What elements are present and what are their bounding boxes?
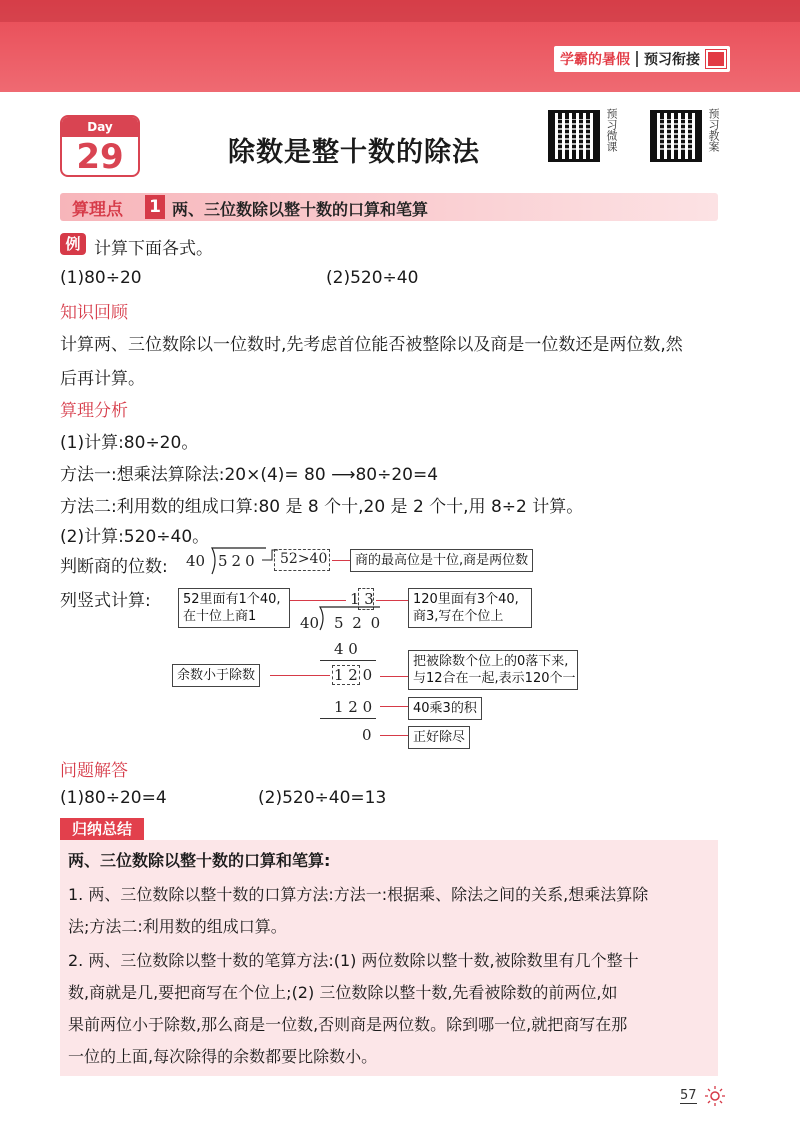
sun-icon bbox=[702, 1084, 728, 1106]
day-label: Day bbox=[62, 117, 138, 137]
quotient: 1 3 bbox=[350, 590, 374, 608]
example-q2: (2)520÷40 bbox=[326, 268, 419, 288]
summary-line-2: 法;方法二:利用数的组成口算。 bbox=[68, 917, 287, 936]
day-badge bbox=[60, 115, 140, 177]
summary-line-5: 果前两位小于除数,那么商是一位数,否则商是两位数。除到哪一位,就把商写在那 bbox=[68, 1015, 628, 1034]
day-number: 29 bbox=[76, 137, 124, 177]
note-bring-down bbox=[408, 650, 578, 690]
final-remainder: 0 bbox=[362, 726, 372, 744]
divisor: 40 bbox=[300, 614, 320, 632]
quotient-ones-arrow bbox=[376, 600, 408, 601]
note-quotient-tens-line-2: 在十位上商1 bbox=[183, 609, 257, 624]
product-arrow bbox=[380, 706, 408, 707]
review-heading: 知识回顾 bbox=[60, 303, 128, 323]
analysis-line-3: 方法二:利用数的组成口算:80 是 8 个十,20 是 2 个十,用 8÷2 计算。 bbox=[60, 497, 584, 517]
judge-label: 判断商的位数: bbox=[60, 557, 168, 577]
section-number: 1 bbox=[145, 195, 165, 219]
answer-1: (1)80÷20=4 bbox=[60, 788, 167, 808]
summary-tag: 归纳总结 bbox=[60, 818, 144, 840]
qr-code-lesson-plan[interactable] bbox=[650, 110, 702, 162]
summary-line-4: 数,商就是几,要把商写在个位上;(2) 三位数除以整十数,先看被除数的前两位,如 bbox=[68, 983, 618, 1002]
judge-arrow bbox=[332, 560, 350, 561]
quotient-tens-arrow bbox=[290, 600, 346, 601]
analysis-line-2: 方法一:想乘法算除法:20×(4)= 80 ⟶80÷20=4 bbox=[60, 465, 439, 485]
summary-line-6: 一位的上面,每次除得的余数都要比除数小。 bbox=[68, 1047, 378, 1066]
page-title: 除数是整十数的除法 bbox=[228, 137, 480, 168]
section-tag: 算理点 bbox=[72, 200, 123, 220]
exact-arrow bbox=[380, 735, 408, 736]
step-line-1 bbox=[320, 660, 376, 661]
note-quotient-tens-line-1: 52里面有1个40, bbox=[183, 592, 281, 607]
summary-line-3: 2. 两、三位数除以整十数的笔算方法:(1) 两位数除以整十数,被除数里有几个整十 bbox=[68, 951, 639, 970]
example-prompt: 计算下面各式。 bbox=[94, 239, 213, 259]
step-subtract-1: 4 0 bbox=[334, 640, 358, 658]
judge-compare: 52>40 bbox=[280, 551, 328, 567]
note-quotient-ones-line-2: 商3,写在个位上 bbox=[413, 609, 504, 624]
example-q1: (1)80÷20 bbox=[60, 268, 142, 288]
note-product: 40乘3的积 bbox=[408, 697, 482, 720]
section-header bbox=[60, 193, 718, 221]
judge-dividend: 520 bbox=[218, 552, 259, 570]
note-quotient-ones-line-1: 120里面有3个40, bbox=[413, 592, 519, 607]
page-number: 57 bbox=[680, 1088, 697, 1103]
analysis-line-1: (1)计算:80÷20。 bbox=[60, 433, 199, 453]
step-line-2 bbox=[320, 718, 376, 719]
answer-heading: 问题解答 bbox=[60, 761, 128, 781]
analysis-line-4: (2)计算:520÷40。 bbox=[60, 527, 210, 547]
example-tag: 例 bbox=[60, 233, 86, 255]
header-band bbox=[0, 0, 800, 92]
answer-2: (2)520÷40=13 bbox=[258, 788, 387, 808]
analysis-heading: 算理分析 bbox=[60, 401, 128, 421]
qr-label-micro-lesson: 预习微课 bbox=[605, 108, 618, 152]
note-remainder: 余数小于除数 bbox=[172, 664, 260, 687]
note-quotient-tens bbox=[178, 588, 290, 628]
review-line-2: 后再计算。 bbox=[60, 369, 145, 389]
book-icon bbox=[706, 50, 726, 68]
review-line-1: 计算两、三位数除以一位数时,先考虑首位能否被整除以及商是一位数还是两位数,然 bbox=[60, 335, 683, 355]
judge-divisor: 40 bbox=[186, 552, 206, 570]
note-exact: 正好除尽 bbox=[408, 726, 470, 749]
summary-title: 两、三位数除以整十数的口算和笔算: bbox=[68, 851, 331, 870]
section-title: 两、三位数除以整十数的口算和笔算 bbox=[172, 200, 429, 219]
judge-note: 商的最高位是十位,商是两位数 bbox=[350, 549, 533, 572]
header-shade bbox=[0, 0, 800, 22]
step-subtract-2: 1 2 0 bbox=[334, 698, 373, 716]
qr-label-lesson-plan: 预习教案 bbox=[707, 108, 720, 152]
summary-line-1: 1. 两、三位数除以整十数的口算方法:方法一:根据乘、除法之间的关系,想乘法算除 bbox=[68, 885, 649, 904]
vertical-label: 列竖式计算: bbox=[60, 591, 151, 611]
note-bring-down-line-1: 把被除数个位上的0落下来, bbox=[413, 654, 569, 669]
series-name: 学霸的暑假 bbox=[560, 52, 630, 68]
note-quotient-ones bbox=[408, 588, 532, 628]
remainder-arrow bbox=[270, 675, 330, 676]
series-subtitle: 预习衔接 bbox=[644, 52, 700, 68]
series-badge bbox=[554, 46, 730, 72]
summary-box bbox=[60, 840, 718, 1076]
dividend: 5 2 0 bbox=[334, 614, 383, 632]
qr-code-micro-lesson[interactable] bbox=[548, 110, 600, 162]
bring-down-arrow bbox=[380, 676, 408, 677]
step-remainder: 1 2 0 bbox=[334, 666, 373, 684]
note-bring-down-line-2: 与12合在一起,表示120个一 bbox=[413, 671, 576, 686]
